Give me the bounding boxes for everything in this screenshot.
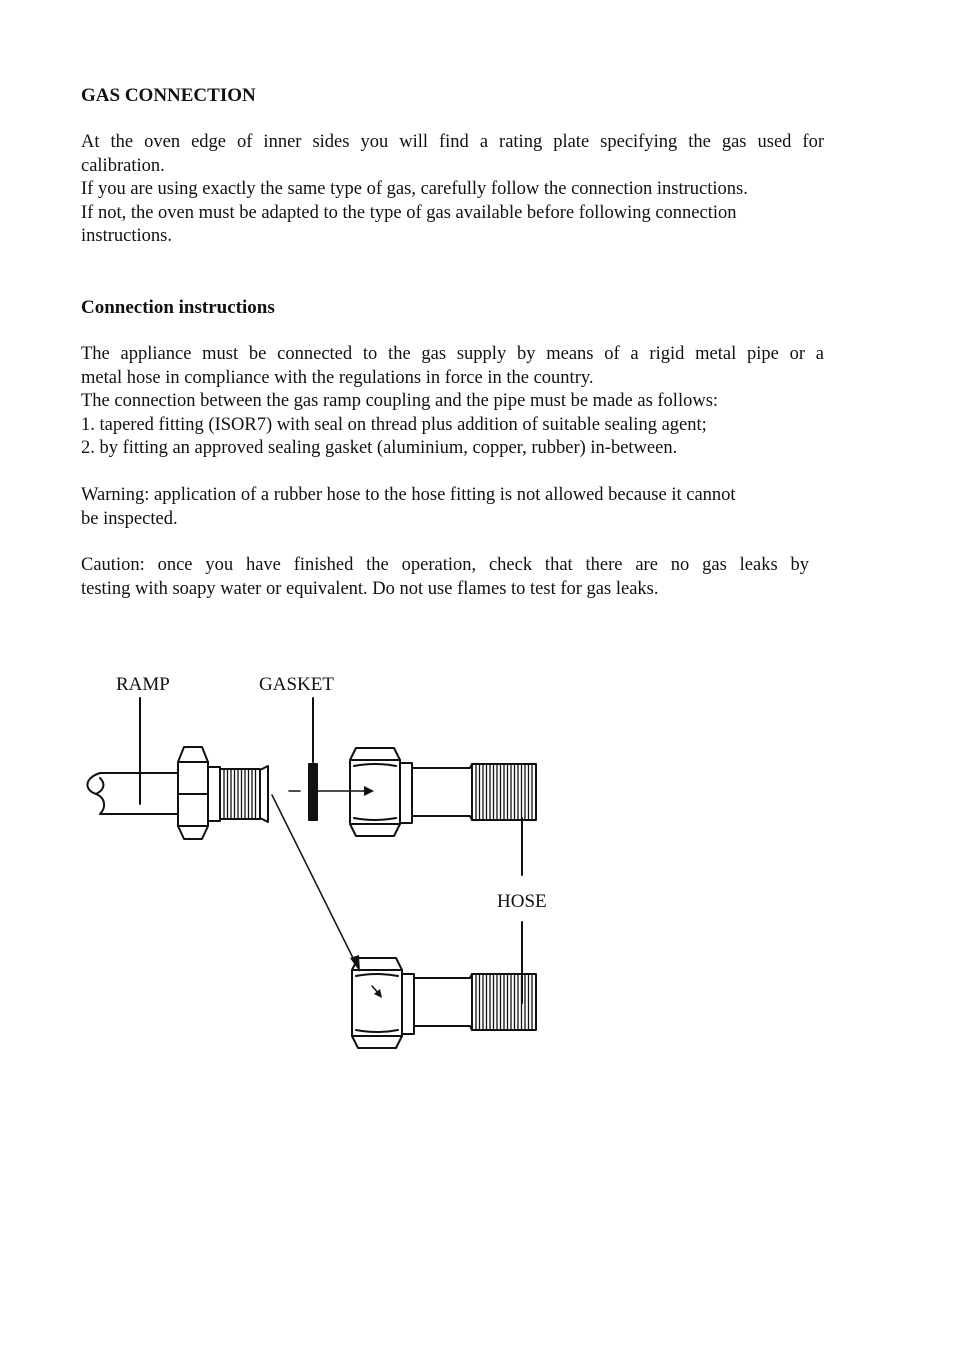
warning-line: Warning: application of a rubber hose to the hose fitting is not allowed because it cannot	[81, 485, 736, 505]
lower-hose-fitting	[352, 958, 536, 1048]
ramp-hex-nut	[178, 747, 208, 839]
instruction-line: 2. by fitting an approved sealing gasket (aluminium, copper, rubber) in-between.	[81, 438, 678, 458]
intro-line: If not, the oven must be adapted to the type of gas available before following connection	[81, 202, 737, 223]
section-title: GAS CONNECTION	[81, 85, 256, 106]
intro-line: instructions.	[81, 226, 172, 246]
warning-line: be inspected.	[81, 508, 178, 529]
instruction-line: 1. tapered fitting (ISOR7) with seal on thread plus addition of suitable sealing agent;	[81, 414, 707, 435]
intro-line: If you are using exactly the same type of gas, carefully follow the connection instructions.	[81, 179, 748, 199]
caution-line: Caution: once you have finished the operation, check that there are no gas leaks by	[81, 555, 809, 575]
hose-label: HOSE	[497, 891, 547, 912]
instruction-line: The connection between the gas ramp coupling and the pipe must be made as follows:	[81, 391, 719, 411]
assembly-arrow	[272, 795, 360, 972]
ramp-label: RAMP	[116, 674, 170, 695]
instruction-line: metal hose in compliance with the regulations in force in the country.	[81, 367, 594, 388]
upper-hose-fitting	[350, 748, 536, 836]
gasket-arrow	[317, 786, 374, 796]
ramp-pipe	[87, 773, 178, 814]
subsection-title: Connection instructions	[81, 297, 275, 318]
gasket	[289, 764, 317, 820]
ramp-threaded-end	[208, 766, 268, 822]
instruction-line: The appliance must be connected to the gas supply by means of a rigid metal pipe or a	[81, 344, 824, 364]
caution-line: testing with soapy water or equivalent. Do not use flames to test for gas leaks.	[81, 578, 659, 599]
intro-line: At the oven edge of inner sides you will find a rating plate specifying the gas used for	[81, 132, 824, 152]
intro-line: calibration.	[81, 155, 165, 176]
gasket-label: GASKET	[259, 674, 334, 695]
